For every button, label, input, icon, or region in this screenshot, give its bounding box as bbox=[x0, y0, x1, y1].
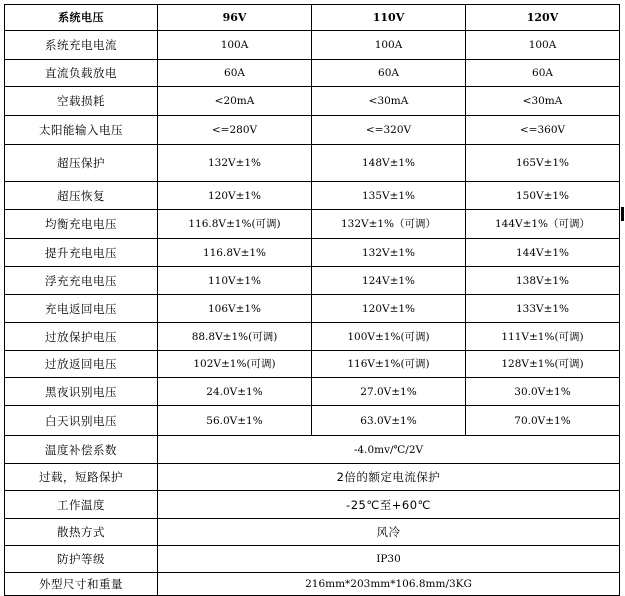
row-label: 白天识别电压 bbox=[5, 406, 158, 436]
row-label: 空载损耗 bbox=[5, 87, 158, 116]
cell-96v: 116.8V±1% bbox=[158, 239, 312, 267]
row-label: 超压保护 bbox=[5, 145, 158, 182]
cell-120v: 60A bbox=[466, 60, 620, 87]
cell-110v: 60A bbox=[312, 60, 466, 87]
cell-96v: 100A bbox=[158, 31, 312, 60]
cell-110v: 120V±1% bbox=[312, 295, 466, 323]
merged-row bbox=[5, 436, 620, 464]
cell-110v: 124V±1% bbox=[312, 267, 466, 295]
row-label: 均衡充电电压 bbox=[5, 210, 158, 239]
row-label: 过放返回电压 bbox=[5, 351, 158, 378]
merged-row bbox=[5, 491, 620, 519]
cell-96v: 88.8V±1%(可调) bbox=[158, 323, 312, 351]
table-row bbox=[5, 182, 620, 210]
table-row bbox=[5, 239, 620, 267]
cell-110v: 132V±1% bbox=[312, 239, 466, 267]
edge-marker bbox=[621, 207, 624, 221]
cell-110v: 63.0V±1% bbox=[312, 406, 466, 436]
table-row bbox=[5, 210, 620, 239]
table-row bbox=[5, 378, 620, 406]
cell-120v: 100A bbox=[466, 31, 620, 60]
merged-row bbox=[5, 573, 620, 596]
cell-120v: 133V±1% bbox=[466, 295, 620, 323]
cell-96v: 120V±1% bbox=[158, 182, 312, 210]
merged-value: IP30 bbox=[158, 546, 620, 573]
cell-120v: <30mA bbox=[466, 87, 620, 116]
row-label: 过放保护电压 bbox=[5, 323, 158, 351]
merged-value: -25℃至+60℃ bbox=[158, 491, 620, 519]
cell-110v: 148V±1% bbox=[312, 145, 466, 182]
cell-96v: 24.0V±1% bbox=[158, 378, 312, 406]
row-label: 散热方式 bbox=[5, 519, 158, 546]
cell-110v: 100A bbox=[312, 31, 466, 60]
spec-table bbox=[4, 4, 620, 596]
cell-110v: 116V±1%(可调) bbox=[312, 351, 466, 378]
row-label: 系统充电电流 bbox=[5, 31, 158, 60]
row-label: 提升充电电压 bbox=[5, 239, 158, 267]
cell-120v: 138V±1% bbox=[466, 267, 620, 295]
cell-120v: 144V±1%（可调） bbox=[466, 210, 620, 239]
cell-96v: 60A bbox=[158, 60, 312, 87]
table-row bbox=[5, 87, 620, 116]
merged-value: 2倍的额定电流保护 bbox=[158, 464, 620, 491]
row-label: 外型尺寸和重量 bbox=[5, 573, 158, 596]
table-row bbox=[5, 295, 620, 323]
cell-110v: 132V±1%（可调） bbox=[312, 210, 466, 239]
cell-110v: 27.0V±1% bbox=[312, 378, 466, 406]
row-label: 超压恢复 bbox=[5, 182, 158, 210]
table-row bbox=[5, 406, 620, 436]
cell-96v: <=280V bbox=[158, 116, 312, 145]
merged-value: 216mm*203mm*106.8mm/3KG bbox=[158, 573, 620, 596]
cell-96v: 56.0V±1% bbox=[158, 406, 312, 436]
cell-96v: 106V±1% bbox=[158, 295, 312, 323]
cell-120v: 30.0V±1% bbox=[466, 378, 620, 406]
cell-96v: 132V±1% bbox=[158, 145, 312, 182]
cell-110v: 100V±1%(可调) bbox=[312, 323, 466, 351]
merged-value: 风冷 bbox=[158, 519, 620, 546]
row-label: 工作温度 bbox=[5, 491, 158, 519]
row-label: 直流负载放电 bbox=[5, 60, 158, 87]
header-system-voltage: 系统电压 bbox=[5, 5, 158, 31]
row-label: 太阳能输入电压 bbox=[5, 116, 158, 145]
header-120v: 120V bbox=[466, 5, 620, 31]
cell-120v: 128V±1%(可调) bbox=[466, 351, 620, 378]
header-110v: 110V bbox=[312, 5, 466, 31]
cell-120v: 144V±1% bbox=[466, 239, 620, 267]
cell-110v: <30mA bbox=[312, 87, 466, 116]
merged-value: -4.0mv/℃/2V bbox=[158, 436, 620, 464]
row-label: 充电返回电压 bbox=[5, 295, 158, 323]
cell-120v: 165V±1% bbox=[466, 145, 620, 182]
table-row bbox=[5, 31, 620, 60]
merged-row bbox=[5, 464, 620, 491]
header-row bbox=[5, 5, 620, 31]
cell-110v: 135V±1% bbox=[312, 182, 466, 210]
table-row bbox=[5, 145, 620, 182]
table-row bbox=[5, 267, 620, 295]
row-label: 过载，短路保护 bbox=[5, 464, 158, 491]
cell-110v: <=320V bbox=[312, 116, 466, 145]
table-row bbox=[5, 323, 620, 351]
cell-96v: 110V±1% bbox=[158, 267, 312, 295]
merged-row bbox=[5, 546, 620, 573]
table-row bbox=[5, 116, 620, 145]
cell-120v: 150V±1% bbox=[466, 182, 620, 210]
cell-96v: <20mA bbox=[158, 87, 312, 116]
row-label: 防护等级 bbox=[5, 546, 158, 573]
row-label: 浮充充电电压 bbox=[5, 267, 158, 295]
cell-120v: 111V±1%(可调) bbox=[466, 323, 620, 351]
cell-96v: 116.8V±1%(可调) bbox=[158, 210, 312, 239]
table-row bbox=[5, 351, 620, 378]
cell-96v: 102V±1%(可调) bbox=[158, 351, 312, 378]
spec-table-body bbox=[5, 5, 620, 596]
cell-120v: <=360V bbox=[466, 116, 620, 145]
row-label: 温度补偿系数 bbox=[5, 436, 158, 464]
table-row bbox=[5, 60, 620, 87]
row-label: 黑夜识别电压 bbox=[5, 378, 158, 406]
header-96v: 96V bbox=[158, 5, 312, 31]
merged-row bbox=[5, 519, 620, 546]
cell-120v: 70.0V±1% bbox=[466, 406, 620, 436]
